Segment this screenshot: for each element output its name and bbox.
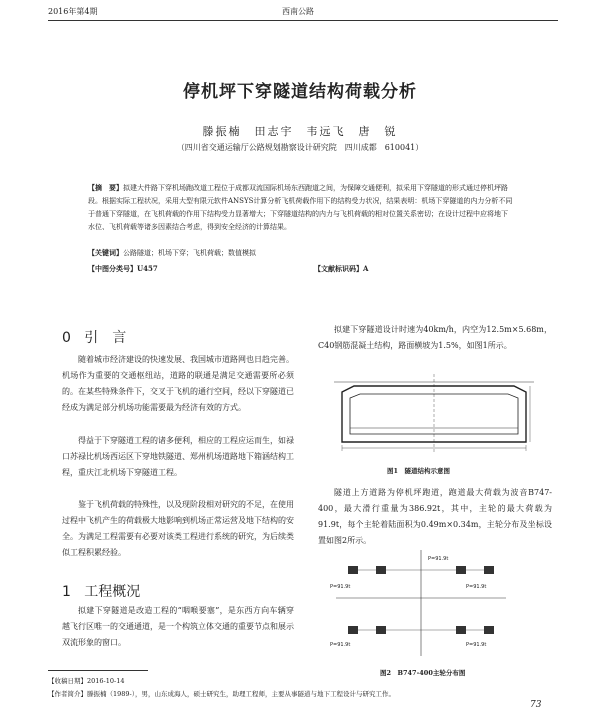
- intro-paragraph-2: 得益于下穿隧道工程的诸多便利，相应的工程应运而生，如禄口苏禄比机场西运区下穿地铁隧道、郑州机场道路地下箱涵结构工程，重庆江北机场下穿隧道工程。: [62, 436, 294, 477]
- section-1-title: 工程概况: [84, 584, 141, 600]
- classification-label: 【中图分类号】: [88, 264, 137, 273]
- figure-1-caption: 图1 隧道结构示意图: [387, 467, 451, 475]
- author-bio: 【作者简介】滕振楠（1989-），男，山东成海人，硕士研究生，助理工程师，主要从事隧道与地下工程设计与研究工作。: [48, 690, 395, 698]
- section-1-number: 1: [62, 584, 71, 600]
- wheel-layout-figure: [326, 548, 516, 658]
- load-paragraph: 隧道上方道路为停机坪跑道，跑道最大荷载为波音B747-400，最大滑行重量为386.92t，其中，主轮的最大荷载为91.9t，每个主轮着陆面积为0.49m×0.34m，主轮分布及坐标设置如图2所示。: [318, 488, 552, 545]
- design-paragraph: 拟建下穿隧道设计时速为40km/h，内空为12.5m×5.68m，C40钢筋混凝土结构，路面横坡为1.5%，如图1所示。: [318, 325, 552, 350]
- wheel-load-label: P=91.9t: [330, 642, 351, 648]
- section-0-heading: [62, 327, 126, 347]
- document-code: [314, 264, 368, 274]
- tunnel-section-figure: [334, 374, 534, 452]
- journal-name: 西南公路: [282, 7, 314, 16]
- wheel: [348, 626, 358, 634]
- wheel: [484, 626, 494, 634]
- received-date: 【收稿日期】2016-10-14: [48, 677, 125, 685]
- section-0-number: 0: [62, 330, 71, 346]
- keywords: [88, 248, 256, 258]
- wheel: [456, 566, 466, 574]
- wheel-load-label: P=91.9t: [330, 584, 351, 590]
- classification: [88, 264, 158, 274]
- authors: 滕振楠 田志宇 韦远飞 唐 锐: [202, 125, 398, 138]
- wheel-load-label: P=91.9t: [466, 642, 487, 648]
- keywords-text: 公路隧道；机场下穿；飞机荷载；数值模拟: [123, 249, 256, 257]
- document-code-value: A: [363, 264, 369, 273]
- keywords-label: 【关键词】: [88, 248, 123, 257]
- page-number: 73: [530, 700, 542, 710]
- wheel: [376, 566, 386, 574]
- overview-paragraph-1: 拟建下穿隧道是改造工程的“咽喉要塞”，是东西方向车辆穿越飞行区唯一的交通通道，是一个构筑立体交通的重要节点和展示双流形象的窗口。: [62, 606, 294, 647]
- wheel: [348, 566, 358, 574]
- affiliation: （四川省交通运输厅公路规划勘察设计研究院 四川成都 610041）: [176, 143, 424, 152]
- figure-2-caption: 图2 B747-400主轮分布图: [380, 669, 466, 677]
- footnote-rule: [48, 670, 148, 671]
- section-0-title: 引 言: [84, 330, 127, 346]
- intro-paragraph-3: 鉴于飞机荷载的特殊性，以及现阶段相对研究的不足，在使用过程中飞机产生的荷载极大地影响到机场正常运营及地下结构的安全。为满足工程需要有必要对该类工程进行系统的研究，为后续类似工程积累经验。: [62, 500, 294, 557]
- header-rule: [48, 20, 558, 21]
- issue-label: 2016年第4期: [48, 7, 98, 16]
- classification-value: U457: [137, 264, 158, 273]
- wheel: [484, 566, 494, 574]
- intro-paragraph-1: 随着城市经济建设的快速发展、我国城市道路网也日趋完善。机场作为重要的交通枢纽站，道路的联通是满足交通需要所必须的。在某些特殊条件下，交叉于飞机的通行空间，经以下穿隧道已经成为满足部分机场功能需要最为经济有效的方式。: [62, 355, 294, 412]
- section-1-heading: [62, 581, 140, 601]
- paper-title: 停机坪下穿隧道结构荷载分析: [183, 82, 417, 102]
- wheel: [456, 626, 466, 634]
- abstract: [88, 181, 514, 234]
- document-code-label: 【文献标识码】: [314, 264, 363, 273]
- abstract-label: 【摘 要】: [88, 183, 123, 192]
- wheel-load-label: P=91.9t: [428, 556, 449, 562]
- wheel: [376, 626, 386, 634]
- wheel-load-label: P=91.9t: [466, 584, 487, 590]
- abstract-text: 拟建大件路下穿机场跑改道工程位于成都双流国际机场东西跑道之间，为保障交通便利，拟采用下穿隧道的形式通过停机坪路段。根据实际工程状况，采用大型有限元软件ANSYS计算分析飞机荷载作用下的结构受力状况，结果表明：机场下穿隧道的内力分析不同于普通下穿隧道，在飞机荷载的作用下结构受力显著增大；下穿隧道结构的内力与飞机荷载的相对位置关系密切；在设计过程中应将地下水位、飞机荷载等诸多因素结合考虑，得到安全经济的计算结果。: [88, 184, 513, 231]
